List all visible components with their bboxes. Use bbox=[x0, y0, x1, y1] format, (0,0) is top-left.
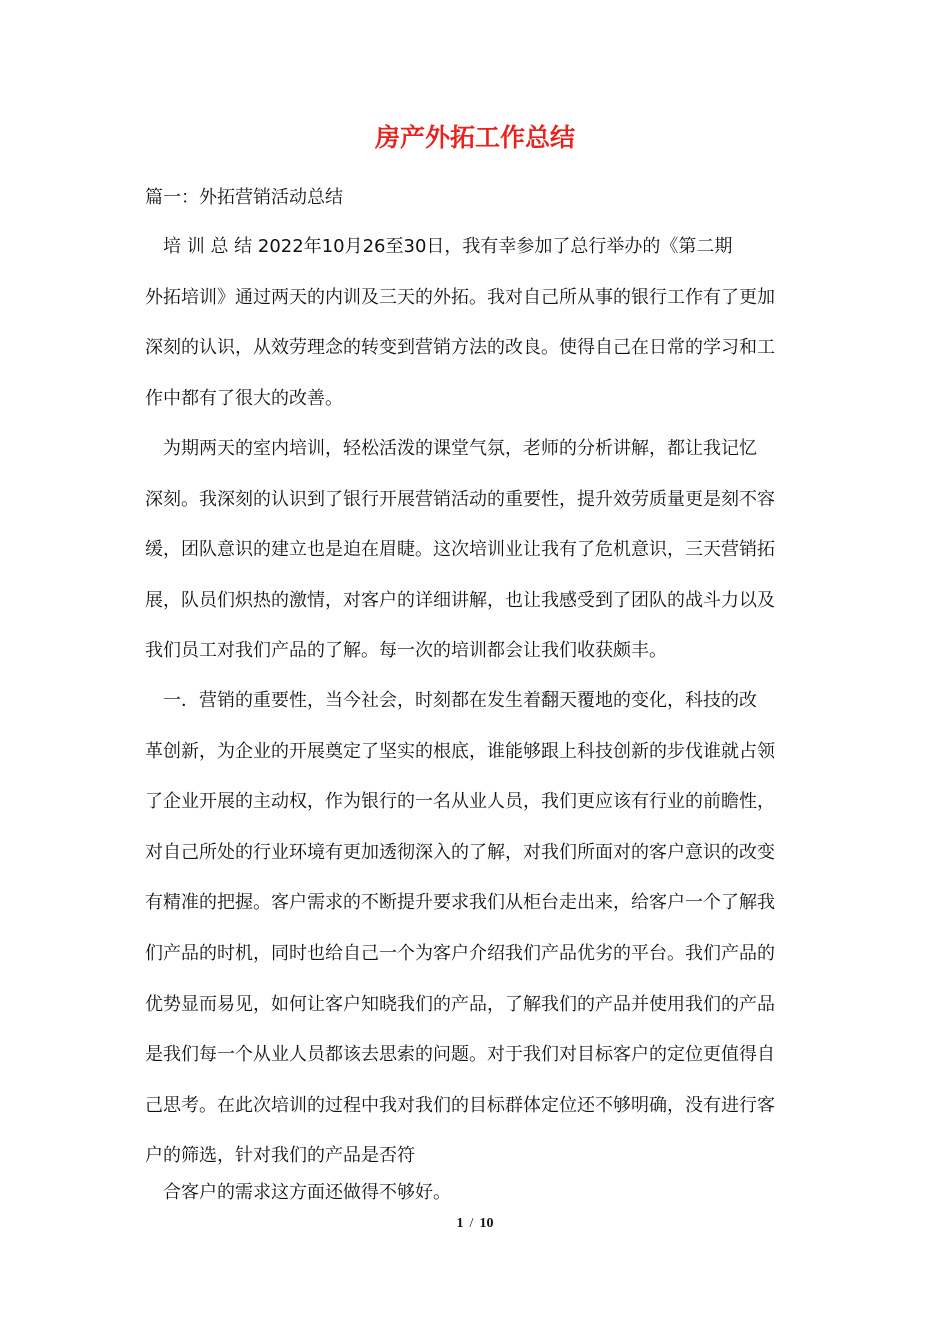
paragraph-line: 为期两天的室内培训，轻松活泼的课堂气氛，老师的分析讲解，都让我记忆 bbox=[145, 438, 757, 459]
paragraph-line: 外拓培训》通过两天的内训及三天的外拓。我对自己所从事的银行工作有了更加 bbox=[145, 286, 775, 308]
paragraph-line: 革创新，为企业的开展奠定了坚实的根底，谁能够跟上科技创新的步伐谁就占领 bbox=[145, 740, 775, 762]
paragraph-line: 培 训 总 结 2022年10月26至30日，我有幸参加了总行举办的《第二期 bbox=[145, 236, 733, 257]
continuation-line: 合客户的需求这方面还做得不够好。 bbox=[163, 1182, 451, 1203]
paragraph-line: 深刻。我深刻的认识到了银行开展营销活动的重要性，提升效劳质量更是刻不容 bbox=[145, 488, 775, 510]
paragraph-line: 户的筛选，针对我们的产品是否符 bbox=[145, 1145, 415, 1167]
paragraph-line: 有精准的把握。客户需求的不断提升要求我们从柜台走出来，给客户一个了解我 bbox=[145, 892, 775, 914]
paragraph-line: 展，队员们炽热的激情，对客户的详细讲解，也让我感受到了团队的战斗力以及 bbox=[145, 589, 775, 611]
paragraph-line: 了企业开展的主动权，作为银行的一名从业人员，我们更应该有行业的前瞻性， bbox=[145, 791, 775, 813]
paragraph-line: 是我们每一个从业人员都该去思索的问题。对于我们对目标客户的定位更值得自 bbox=[145, 1044, 775, 1066]
paragraph-1 bbox=[145, 222, 810, 424]
document-title: 房产外拓工作总结 bbox=[374, 123, 575, 152]
page-separator: / bbox=[469, 1216, 474, 1231]
current-page-number: 1 bbox=[456, 1216, 464, 1231]
paragraph-line: 优势显而易见，如何让客户知晓我们的产品，了解我们的产品并使用我们的产品 bbox=[145, 993, 775, 1015]
paragraph-line: 们产品的时机，同时也给自己一个为客户介绍我们产品优劣的平台。我们产品的 bbox=[145, 942, 775, 964]
paragraph-line: 作中都有了很大的改善。 bbox=[145, 387, 343, 409]
paragraph-line: 缓，团队意识的建立也是迫在眉睫。这次培训业让我有了危机意识，三天营销拓 bbox=[145, 539, 775, 561]
paragraph-line: 对自己所处的行业环境有更加透彻深入的了解，对我们所面对的客户意识的改变 bbox=[145, 841, 775, 863]
paragraph-line: 我们员工对我们产品的了解。每一次的培训都会让我们收获颇丰。 bbox=[145, 640, 667, 662]
paragraph-2 bbox=[145, 424, 810, 677]
paragraph-line: 深刻的认识，从效劳理念的转变到营销方法的改良。使得自己在日常的学习和工 bbox=[145, 337, 775, 359]
total-pages-number: 10 bbox=[479, 1216, 494, 1231]
paragraph-line: 一．营销的重要性，当今社会，时刻都在发生着翻天覆地的变化，科技的改 bbox=[145, 690, 757, 711]
section-heading: 篇一：外拓营销活动总结 bbox=[145, 187, 343, 208]
paragraph-line: 己思考。在此次培训的过程中我对我们的目标群体定位还不够明确，没有进行客 bbox=[145, 1094, 775, 1116]
page-number bbox=[0, 1212, 950, 1236]
paragraph-3 bbox=[145, 676, 810, 1182]
